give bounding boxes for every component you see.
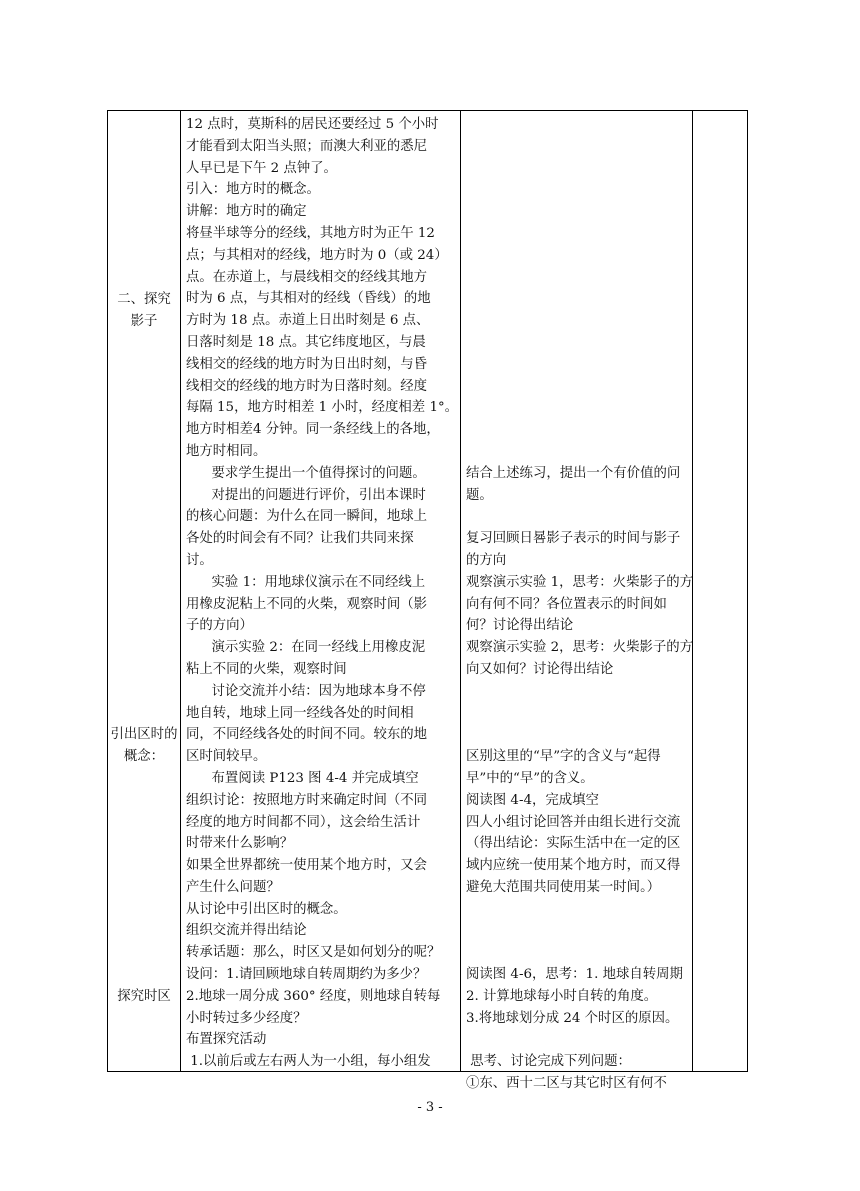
teacher-text-line: 每隔 15，地方时相差 1 小时，经度相差 1°。 (186, 400, 459, 416)
teacher-text-line: 小时转过多少经度？ (186, 1010, 307, 1026)
teacher-text-line: 布置探究活动 (186, 1032, 267, 1048)
student-text-line (466, 288, 690, 310)
teacher-text-line: 布置阅读 P123 图 4-4 并完成填空 (186, 770, 419, 786)
teacher-text-line: 用橡皮泥粘上不同的火柴，观察时间（影 (186, 596, 428, 612)
student-text-line: 观察演示实验 1，思考：火柴影子的方 (466, 574, 694, 590)
teacher-text-line: 的核心问题：为什么在同一瞬间，地球上 (186, 509, 428, 525)
student-text-line (466, 201, 690, 223)
student-text-line: 向有何不同？各位置表示的时间如 (466, 596, 667, 612)
student-text-line: 早”中的“早”的含义。 (466, 770, 594, 786)
student-activity-column (466, 114, 694, 1095)
page-number: - 3 - (417, 1100, 443, 1115)
section-label-explore-timezone: 探究时区 (117, 989, 171, 1004)
teacher-activity-column (186, 114, 458, 1073)
student-text-line: 题。 (466, 487, 493, 503)
teacher-text-line: 引入：地方时的概念。 (186, 182, 320, 198)
teacher-text-line: 才能看到太阳当头照；而澳大利亚的悉尼 (186, 138, 428, 154)
student-text-line (466, 899, 690, 921)
student-text-line (466, 681, 690, 703)
student-text-line (466, 245, 690, 267)
student-text-line (466, 158, 690, 180)
teacher-text-line: 组织交流并得出结论 (186, 923, 307, 939)
column-divider (460, 111, 461, 1071)
student-text-line (466, 724, 690, 746)
student-text-line: 何？讨论得出结论 (466, 618, 574, 634)
section-label-zone-time-concept: 引出区时的 概念： (110, 727, 178, 764)
student-text-line: 复习回顾日晷影子表示的时间与影子 (466, 531, 681, 547)
teacher-text-line: 讨。 (186, 552, 213, 568)
teacher-text-line: 点；与其相对的经线，地方时为 0（或 24） (186, 247, 448, 263)
student-text-line (466, 419, 690, 441)
student-text-line: （得出结论：实际生活中在一定的区 (466, 836, 681, 852)
teacher-text-line: 同，不同经线各处的时间不同。较东的地 (186, 727, 428, 743)
student-text-line: 的方向 (466, 552, 507, 568)
student-text-line (466, 179, 690, 201)
teacher-text-line: 地方时相同。 (186, 443, 267, 459)
student-text-line: 阅读图 4-4，完成填空 (466, 792, 599, 808)
student-text-line (466, 1029, 690, 1051)
student-text-line: 思考、讨论完成下列问题： (466, 1054, 631, 1070)
teacher-text-line: 地自转，地球上同一经线各处的时间相 (186, 705, 414, 721)
student-text-line (466, 397, 690, 419)
teacher-text-line: 各处的时间会有不同？让我们共同来探 (186, 531, 414, 547)
teacher-text-line: 将昼半球等分的经线，其地方时为正午 12 (186, 225, 435, 241)
teacher-text-line: 演示实验 2：在同一经线上用橡皮泥 (186, 640, 426, 656)
teacher-text-line: 2.地球一周分成 360° 经度，则地球自转每 (186, 988, 441, 1004)
teacher-text-line: 12 点时，莫斯科的居民还要经过 5 个小时 (186, 117, 439, 132)
teacher-text-line: 1.以前后或左右两人为一小组，每小组发 (186, 1054, 431, 1070)
teacher-text-line: 日落时刻是 18 点。其它纬度地区，与晨 (186, 334, 426, 350)
student-text-line: 四人小组讨论回答并由组长进行交流 (466, 814, 681, 830)
teacher-text-line: 时为 6 点，与其相对的经线（昏线）的地 (186, 291, 431, 307)
student-text-line (466, 223, 690, 245)
student-text-line (466, 942, 690, 964)
student-text-line: 域内应统一使用某个地方时，而又得 (466, 858, 681, 874)
teacher-text-line: 粘上不同的火柴，观察时间 (186, 661, 347, 677)
student-text-line (466, 920, 690, 942)
student-text-line (466, 310, 690, 332)
teacher-text-line: 区时间较早。 (186, 749, 267, 765)
lesson-table (107, 110, 748, 1092)
teacher-text-line: 组织讨论：按照地方时来确定时间（不同 (186, 792, 428, 808)
student-text-line (466, 441, 690, 463)
student-text-line: 结合上述练习，提出一个有价值的问 (466, 465, 681, 481)
student-text-line (466, 354, 690, 376)
teacher-text-line: 地方时相差4 分钟。同一条经线上的各地， (186, 422, 440, 438)
teacher-text-line: 产生什么问题？ (186, 879, 280, 895)
teacher-text-line: 从讨论中引出区时的概念。 (186, 901, 347, 917)
student-text-line: 阅读图 4-6，思考：1. 地球自转周期 (466, 967, 683, 983)
student-text-line (466, 136, 690, 158)
student-text-line: 避免大范围共同使用某一时间。） (466, 879, 661, 895)
student-text-line: 区别这里的“早”字的含义与“起得 (466, 749, 661, 765)
teacher-text-line: 方时为 18 点。赤道上日出时刻是 6 点、 (186, 313, 430, 329)
teacher-text-line: 经度的地方时间都不同），这会给生活计 (186, 814, 421, 830)
teacher-text-line: 子的方向） (186, 618, 253, 634)
teacher-text-line: 讨论交流并小结：因为地球本身不停 (186, 683, 426, 699)
teacher-text-line: 线相交的经线的地方时为日落时刻。经度 (186, 378, 428, 394)
student-text-line (466, 267, 690, 289)
student-text-line: 观察演示实验 2，思考：火柴影子的方 (466, 640, 694, 656)
teacher-text-line: 点。在赤道上，与晨线相交的经线其地方 (186, 269, 428, 285)
section-label-explore-shadow: 二、探究 影子 (117, 292, 171, 329)
student-text-line (466, 114, 690, 136)
student-text-line (466, 332, 690, 354)
student-text-line (466, 703, 690, 725)
student-text-line: 3.将地球划分成 24 个时区的原因。 (466, 1010, 679, 1026)
student-text-line: 向又如何？讨论得出结论 (466, 661, 614, 677)
teacher-text-line: 时带来什么影响？ (186, 836, 294, 852)
teacher-text-line: 讲解：地方时的确定 (186, 204, 307, 220)
teacher-text-line: 线相交的经线的地方时为日出时刻，与昏 (186, 356, 428, 372)
student-text-line (466, 376, 690, 398)
column-divider (692, 111, 693, 1071)
teacher-text-line: 要求学生提出一个值得探讨的问题。 (186, 465, 426, 481)
teacher-text-line: 转承话题：那么，时区又是如何划分的呢？ (186, 945, 441, 961)
student-text-line: 2. 计算地球每小时自转的角度。 (466, 988, 658, 1004)
teacher-text-line: 如果全世界都统一使用某个地方时，又会 (186, 858, 428, 874)
student-text-line: ①东、西十二区与其它时区有何不 (466, 1076, 667, 1092)
teacher-text-line: 人早已是下午 2 点钟了。 (186, 160, 337, 176)
column-divider (180, 111, 181, 1071)
teacher-text-line: 实验 1：用地球仪演示在不同经线上 (186, 574, 426, 590)
teacher-text-line: 对提出的问题进行评价，引出本课时 (186, 487, 426, 503)
teacher-text-line: 设问：1.请回顾地球自转周期约为多少？ (186, 967, 427, 983)
student-text-line (466, 506, 690, 528)
